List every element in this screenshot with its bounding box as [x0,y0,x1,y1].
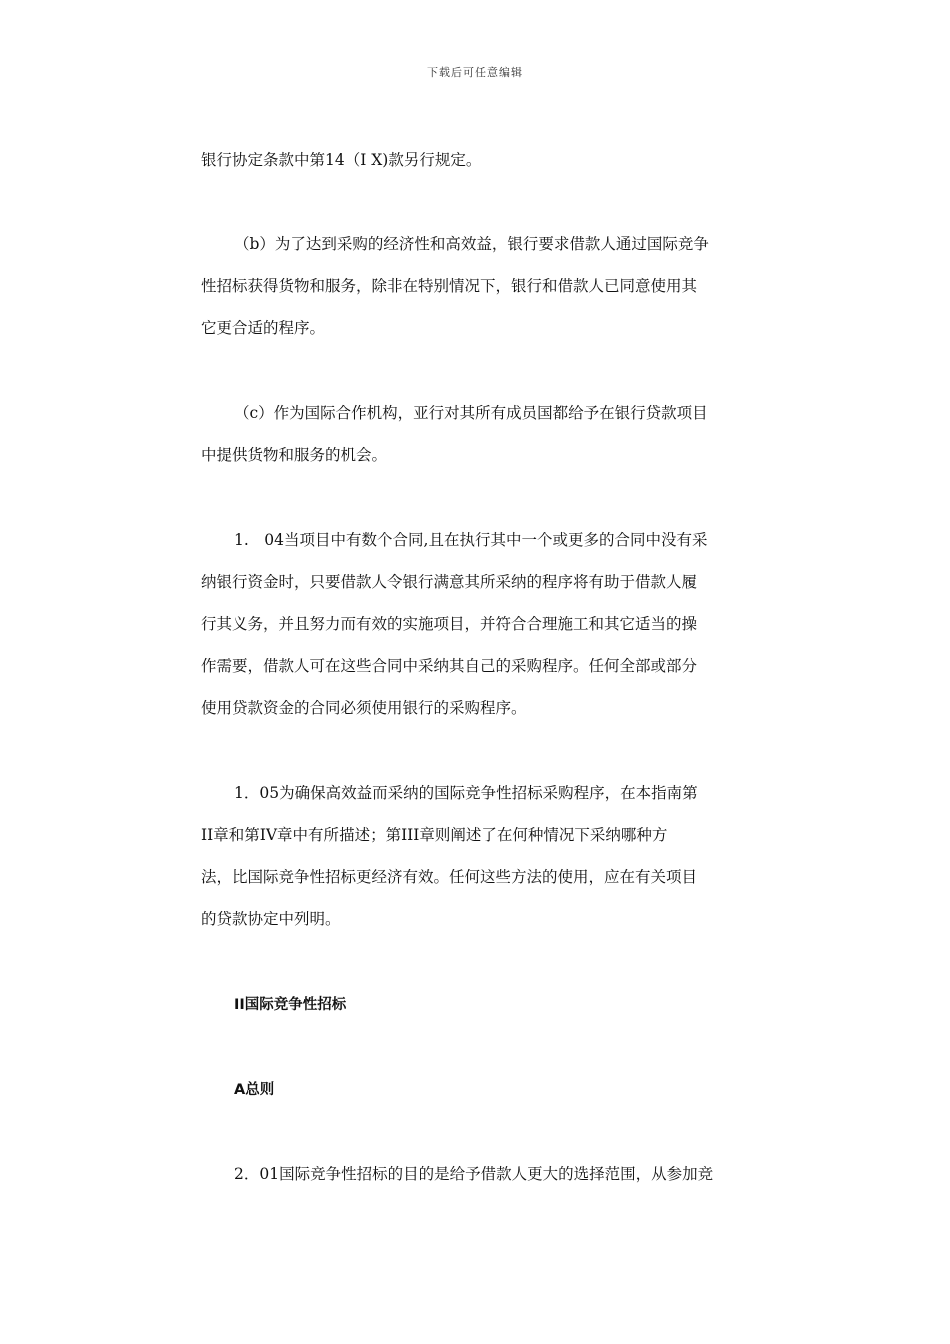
paragraph-line: 使用贷款资金的合同必须使用银行的采购程序。 [201,699,527,717]
paragraph-line: 1. 04当项目中有数个合同,且在执行其中一个或更多的合同中没有采 [234,531,708,549]
paragraph-line: 2．01国际竞争性招标的目的是给予借款人更大的选择范围，从参加竞 [234,1165,714,1183]
subsection-heading: A总则 [234,1082,275,1098]
page-header: 下载后可任意编辑 [427,66,523,79]
paragraph-line: 纳银行资金时，只要借款人令银行满意其所采纳的程序将有助于借款人履 [201,573,698,591]
paragraph-line: 行其义务，并且努力而有效的实施项目，并符合合理施工和其它适当的操 [201,615,698,633]
paragraph-line: 银行协定条款中第14（I X)款另行规定。 [201,151,482,169]
paragraph-line: II章和第IV章中有所描述；第III章则阐述了在何种情况下采纳哪种方 [201,826,668,844]
paragraph-line: （b）为了达到采购的经济性和高效益，银行要求借款人通过国际竞争 [234,235,709,253]
paragraph-line: 的贷款协定中列明。 [201,910,341,928]
paragraph-line: 1．05为确保高效益而采纳的国际竞争性招标采购程序，在本指南第 [234,784,698,802]
paragraph-line: 中提供货物和服务的机会。 [201,446,388,464]
paragraph-line: 法，比国际竞争性招标更经济有效。任何这些方法的使用，应在有关项目 [201,868,698,886]
paragraph-line: 它更合适的程序。 [201,319,326,337]
paragraph-line: （c）作为国际合作机构，亚行对其所有成员国都给予在银行贷款项目 [234,404,708,422]
paragraph-line: 作需要，借款人可在这些合同中采纳其自己的采购程序。任何全部或部分 [201,657,698,675]
paragraph-line: 性招标获得货物和服务，除非在特别情况下，银行和借款人已同意使用其 [201,277,698,295]
section-heading: II国际竞争性招标 [234,997,347,1013]
